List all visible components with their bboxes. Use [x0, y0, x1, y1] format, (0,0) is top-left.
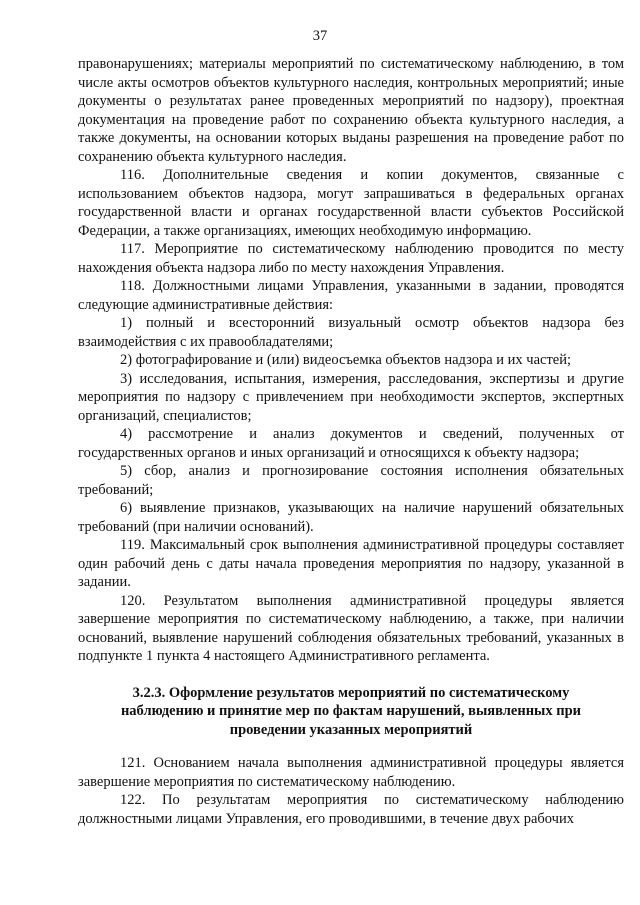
list-item-5: 5) сбор, анализ и прогнозирование состояния исполнения обязательных требований; — [78, 463, 624, 498]
list-item-2: 2) фотографирование и (или) видеосъемка объектов надзора и их частей; — [120, 352, 572, 368]
paragraph-121: 121. Основанием начала выполнения административной процедуры является завершение мероприятия по систематическому наблюдению. — [78, 755, 624, 790]
document-body — [78, 55, 624, 828]
list-item-4: 4) рассмотрение и анализ документов и сведений, полученных от государственных органов и иных организаций и относящихся к объекту надзора; — [78, 426, 624, 461]
page-number: 37 — [312, 28, 328, 44]
paragraph-122: 122. По результатам мероприятия по систематическому наблюдению должностными лицами Управления, его проводившими, в течение двух рабочих — [78, 792, 624, 827]
paragraph-117: 117. Мероприятие по систематическому наблюдению проводится по месту нахождения объекта надзора либо по месту нахождения Управления. — [78, 241, 624, 276]
list-item-6: 6) выявление признаков, указывающих на наличие нарушений обязательных требований (при наличии оснований). — [78, 500, 624, 535]
paragraph-116: 116. Дополнительные сведения и копии документов, связанные с использованием объектов надзора, могут запрашиваться в федеральных органах государственной власти и органах государственной власти субъектов Российской Федерации, а также организациях, имеющих необходимую информацию. — [78, 167, 624, 239]
section-heading: 3.2.3. Оформление результатов мероприятий по систематическому наблюдению и принятие мер по фактам нарушений, выявленных при проведении указанных мероприятий — [120, 684, 582, 738]
paragraph-118: 118. Должностными лицами Управления, указанными в задании, проводятся следующие административные действия: — [78, 278, 624, 313]
paragraph-119: 119. Максимальный срок выполнения административной процедуры составляет один рабочий день с даты начала проведения мероприятия по надзору, указанной в задании. — [78, 537, 624, 590]
list-item-1: 1) полный и всесторонний визуальный осмотр объектов надзора без взаимодействия с их правообладателями; — [78, 315, 624, 350]
paragraph-120: 120. Результатом выполнения административной процедуры является завершение мероприятия по систематическому наблюдению, а также, при наличии оснований, выявление нарушений соблюдения обязательных требований, указанных в подпункте 1 пункта 4 настоящего Административного регламента. — [78, 592, 624, 664]
paragraph-continuation: правонарушениях; материалы мероприятий по систематическому наблюдению, в том числе акты осмотров объектов культурного наследия, контрольных мероприятий; иные документы о результатах ранее проведенных мероприятий по надзору), проектная документация на проведение работ по сохранению объекта культурного наследия, а также документы, на основании которых выданы разрешения на проведение работ по сохранению объекта культурного наследия. — [78, 56, 624, 165]
list-item-3: 3) исследования, испытания, измерения, расследования, экспертизы и другие мероприятия по надзору с привлечением при необходимости экспертов, экспертных организаций, специалистов; — [78, 370, 624, 424]
